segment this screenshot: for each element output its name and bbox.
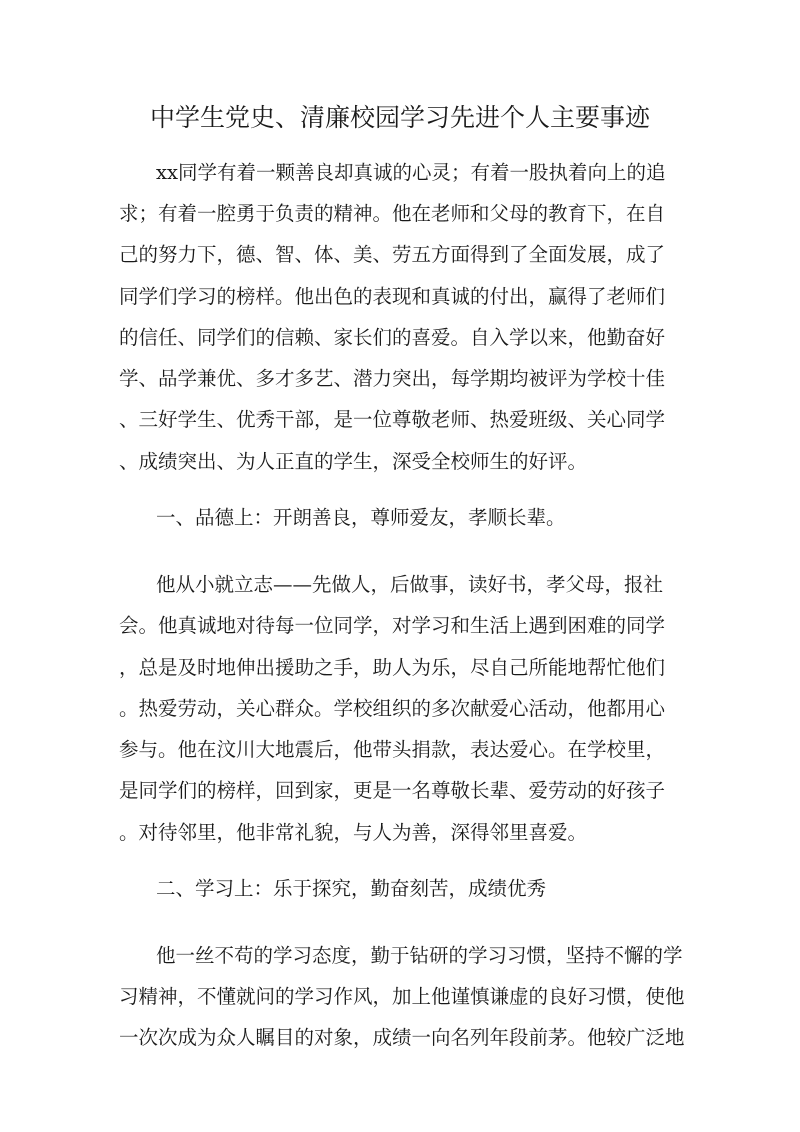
section1-line: 。对待邻里，他非常礼貌，与人为善，深得邻里喜爱。 — [119, 821, 588, 844]
intro-line: 己的努力下，德、智、体、美、劳五方面得到了全面发展，成了 — [119, 243, 666, 266]
intro-line: 求；有着一腔勇于负责的精神。他在老师和父母的教育下，在自 — [119, 202, 666, 225]
section1-line: 他从小就立志——先做人，后做事，读好书，孝父母，报社 — [156, 573, 664, 596]
section1-line: 。热爱劳动，关心群众。学校组织的多次献爱心活动，他都用心 — [119, 697, 666, 720]
section1-line: 参与。他在汶川大地震后，他带头捐款，表达爱心。在学校里， — [119, 738, 666, 761]
intro-line: 、成绩突出、为人正直的学生，深受全校师生的好评。 — [119, 450, 588, 473]
section2-line: 一次次成为众人瞩目的对象，成绩一向名列年段前茅。他较广泛地 — [119, 1026, 685, 1049]
intro-line: 、三好学生、优秀干部，是一位尊敬老师、热爱班级、关心同学 — [119, 408, 666, 431]
section1-line: 是同学们的榜样，回到家，更是一名尊敬长辈、爱劳动的好孩子 — [119, 779, 666, 802]
section2-line: 习精神，不懂就问的学习作风，加上他谨慎谦虚的良好习惯，使他 — [119, 985, 685, 1008]
intro-line: xx同学有着一颗善良却真诚的心灵；有着一股执着向上的追 — [156, 161, 666, 184]
intro-line: 的信任、同学们的信赖、家长们的喜爱。自入学以来，他勤奋好 — [119, 326, 666, 349]
section2-line: 他一丝不苟的学习态度，勤于钻研的学习习惯，坚持不懈的学 — [156, 944, 683, 967]
section1-line: ，总是及时地伸出援助之手，助人为乐，尽自己所能地帮忙他们 — [119, 656, 666, 679]
section-heading: 一、品德上：开朗善良，尊师爱友，孝顺长辈。 — [156, 506, 566, 529]
intro-line: 同学们学习的榜样。他出色的表现和真诚的付出，赢得了老师们 — [119, 285, 666, 308]
section1-line: 会。他真诚地对待每一位同学，对学习和生活上遇到困难的同学 — [119, 614, 666, 637]
intro-line: 学、品学兼优、多才多艺、潜力突出，每学期均被评为学校十佳 — [119, 367, 666, 390]
section-heading: 二、学习上：乐于探究，勤奋刻苦，成绩优秀 — [156, 877, 547, 900]
document-title: 中学生党史、清廉校园学习先进个人主要事迹 — [149, 103, 650, 132]
